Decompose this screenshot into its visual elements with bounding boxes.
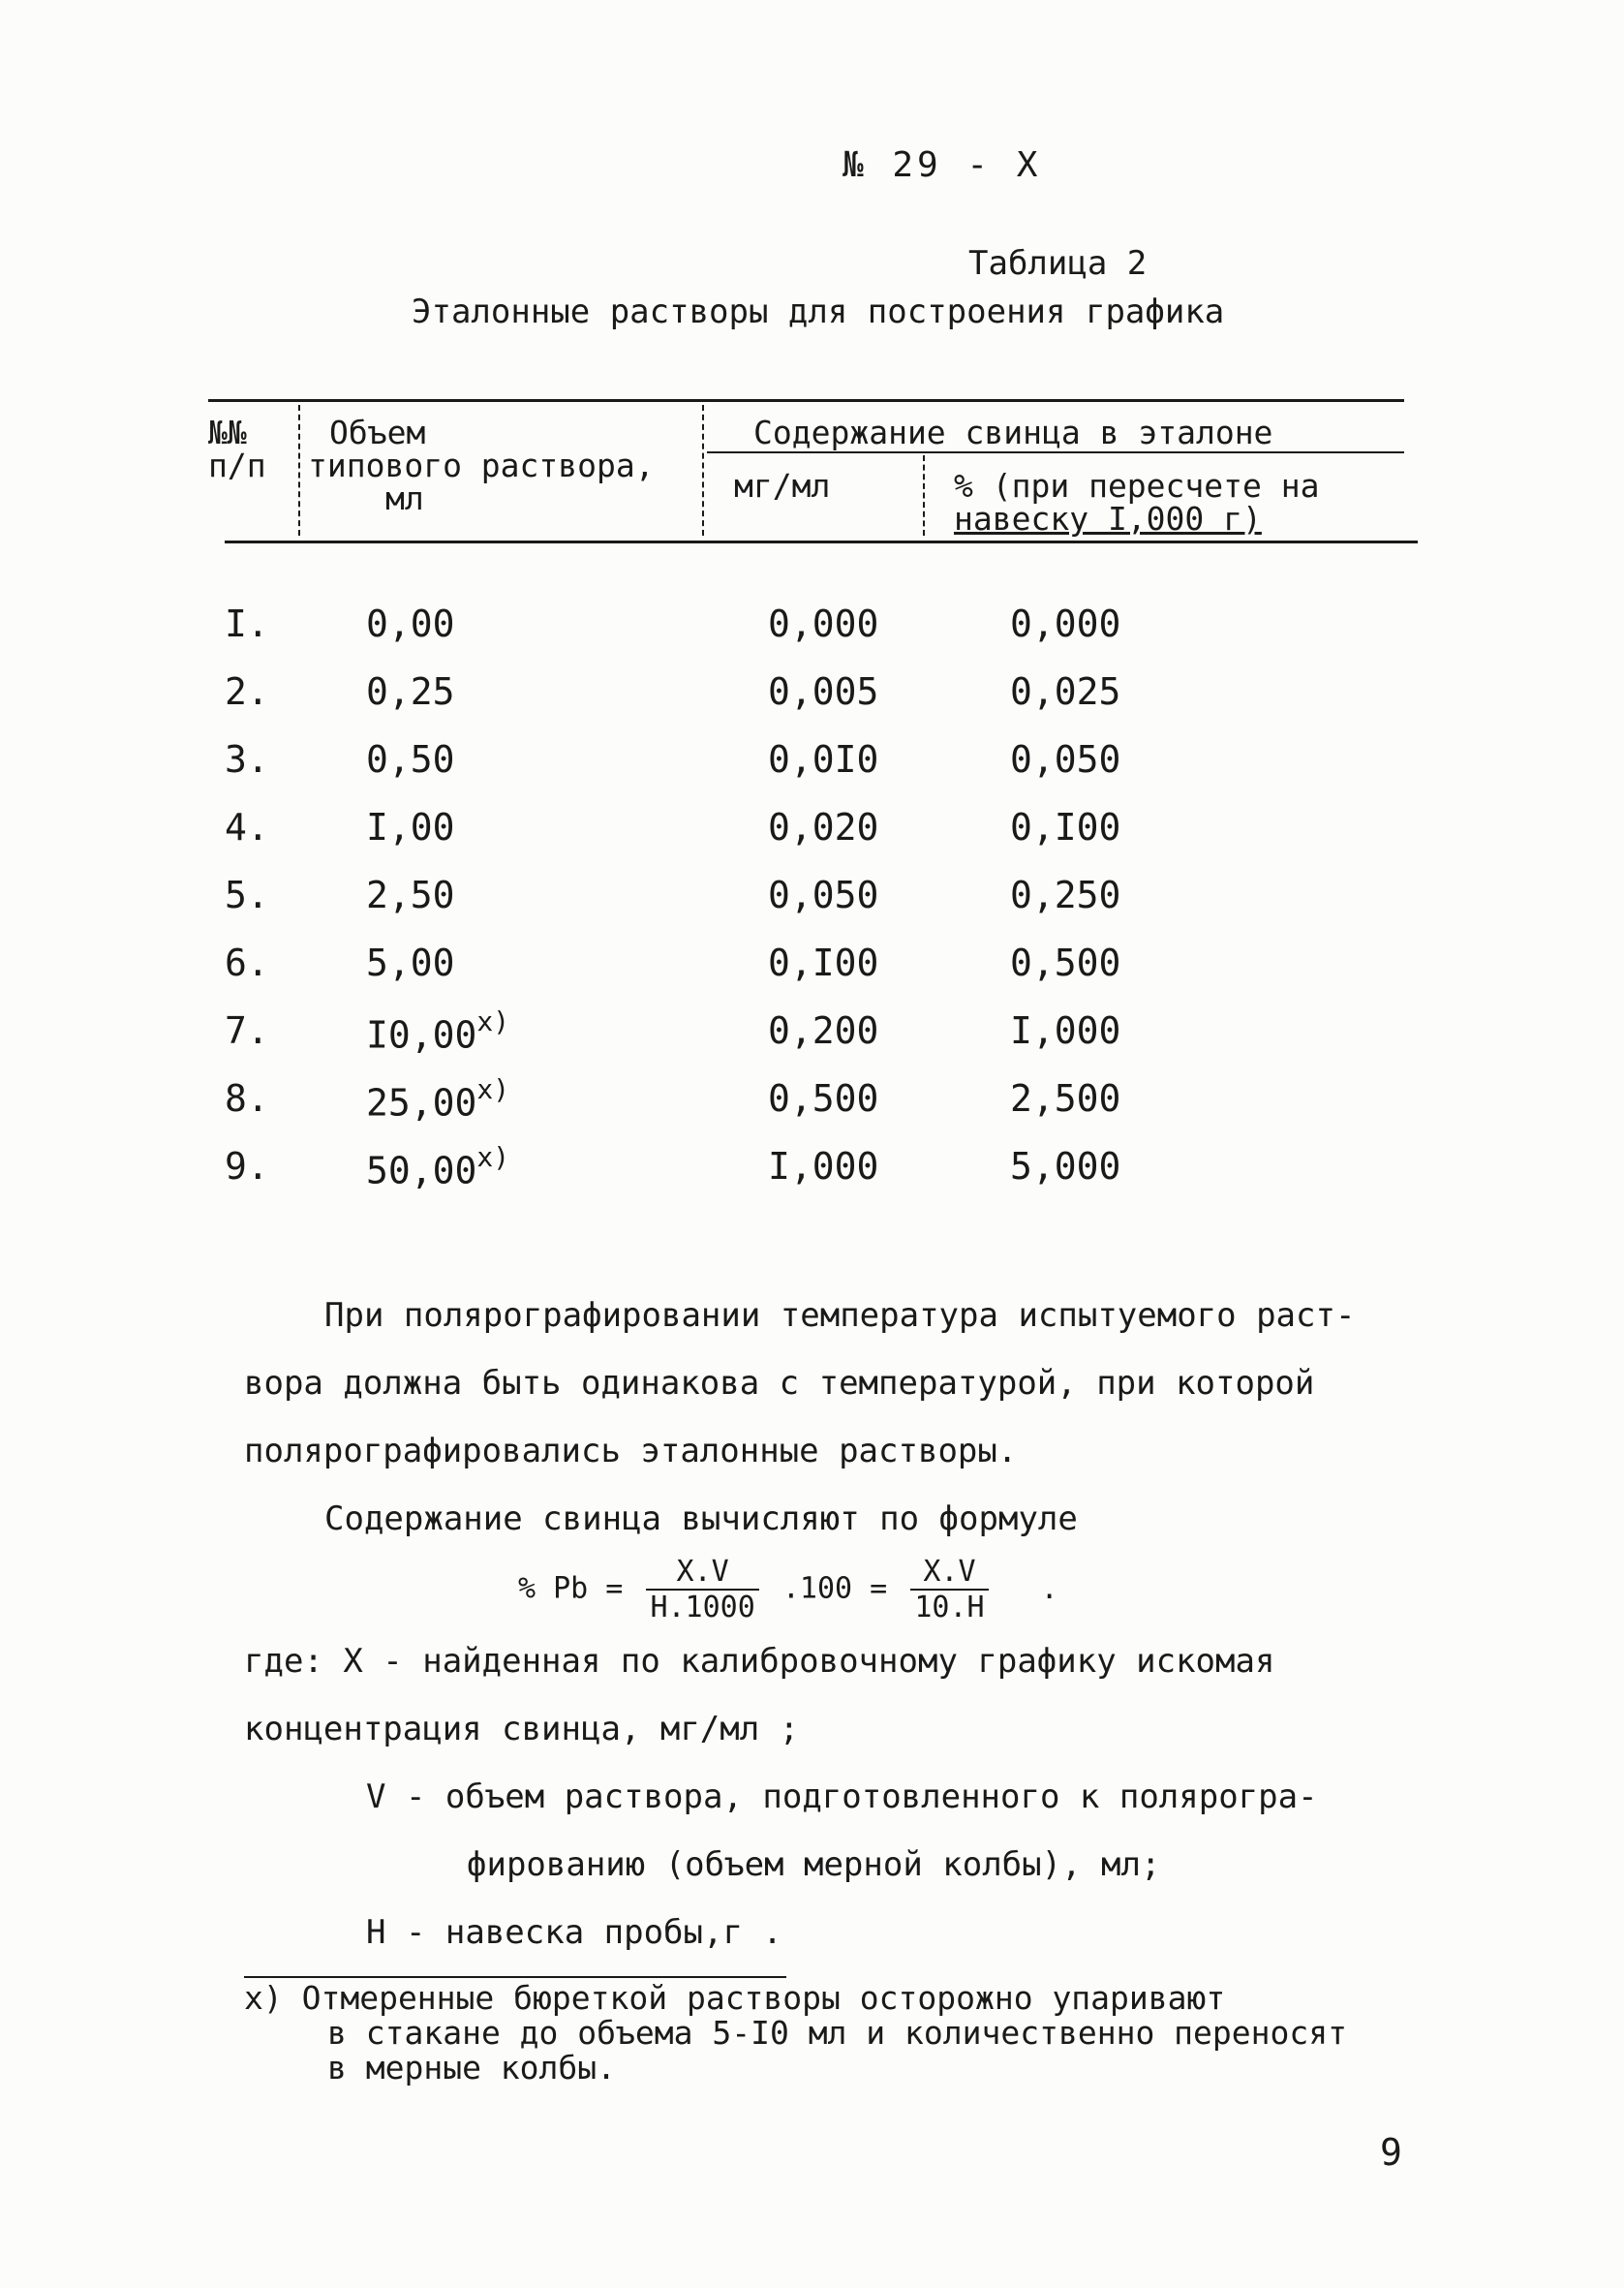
row-number: I. xyxy=(225,603,269,645)
row-percent: 0,250 xyxy=(1010,874,1121,916)
col-divider-3 xyxy=(923,455,925,536)
row-number: 3. xyxy=(225,738,269,781)
definition-v: V - объем раствора, подготовленного к полярогра- xyxy=(366,1778,1318,1816)
table-caption: Эталонные растворы для построения графика xyxy=(412,293,1225,331)
definition-h: Н - навеска пробы,г . xyxy=(366,1913,782,1952)
row-number: 2. xyxy=(225,670,269,713)
row-mg-per-ml: 0,050 xyxy=(768,874,879,916)
row-percent: 0,050 xyxy=(1010,738,1121,781)
row-mg-per-ml: 0,000 xyxy=(768,603,879,645)
content-group-header: Содержание свинца в эталоне xyxy=(753,414,1273,451)
row-volume: 2,50 xyxy=(366,874,455,916)
formula-fraction: $\frac{X.V}{10.H}$ xyxy=(910,1555,988,1624)
col-divider-1 xyxy=(298,405,300,536)
row-mg-per-ml: 0,0I0 xyxy=(768,738,879,781)
row-percent: 0,I00 xyxy=(1010,806,1121,849)
row-volume: 25,00$^{x)}$ xyxy=(366,1073,510,1125)
row-percent: 0,025 xyxy=(1010,670,1121,713)
row-percent: 0,500 xyxy=(1010,942,1121,984)
row-number: 5. xyxy=(225,874,269,916)
row-number: 8. xyxy=(225,1077,269,1120)
row-number: 9. xyxy=(225,1145,269,1188)
row-percent: 0,000 xyxy=(1010,603,1121,645)
col-number-header: №№ п/п xyxy=(208,414,266,484)
row-number: 4. xyxy=(225,806,269,849)
group-header-rule xyxy=(707,451,1404,453)
row-percent: 5,000 xyxy=(1010,1145,1121,1188)
lead-formula: % Pb = $\frac{X.V}{H.1000}$ .100 = $\frac{X.V}{10.H}$ . xyxy=(518,1555,1058,1624)
row-mg-per-ml: 0,I00 xyxy=(768,942,879,984)
row-percent: I,000 xyxy=(1010,1009,1121,1052)
footnote-rule xyxy=(244,1976,786,1978)
row-mg-per-ml: 0,005 xyxy=(768,670,879,713)
row-number: 6. xyxy=(225,942,269,984)
table-label: Таблица 2 xyxy=(968,244,1148,283)
row-mg-per-ml: I,000 xyxy=(768,1145,879,1188)
col-divider-2 xyxy=(702,405,704,536)
row-mg-per-ml: 0,500 xyxy=(768,1077,879,1120)
table-header-bottom-rule xyxy=(225,541,1418,543)
row-volume: 0,25 xyxy=(366,670,455,713)
row-volume: 0,00 xyxy=(366,603,455,645)
footnote-marker: x) xyxy=(476,1141,510,1173)
col-volume-header: Объем типового раствора, мл xyxy=(308,414,655,517)
row-volume: I,00 xyxy=(366,806,455,849)
paragraph-line: При полярографировании температура испытуемого раст- xyxy=(324,1296,1356,1335)
col-mgml-header: мг/мл xyxy=(734,467,831,505)
row-number: 7. xyxy=(225,1009,269,1052)
formula-fraction: $\frac{X.V}{H.1000}$ xyxy=(646,1555,758,1624)
paragraph-line: вора должна быть одинакова с температурой, при которой xyxy=(244,1364,1315,1403)
row-volume: 0,50 xyxy=(366,738,455,781)
document-number: № 29 - Х xyxy=(843,145,1042,185)
row-mg-per-ml: 0,020 xyxy=(768,806,879,849)
table-top-rule xyxy=(208,399,1404,402)
definition-v-cont: фированию (объем мерной колбы), мл; xyxy=(467,1845,1161,1884)
footnote-marker: x) xyxy=(476,1073,510,1105)
row-volume: 5,00 xyxy=(366,942,455,984)
page-number: 9 xyxy=(1380,2131,1402,2174)
paragraph-line: полярографировались эталонные растворы. xyxy=(244,1432,1018,1470)
formula-intro: Содержание свинца вычисляют по формуле xyxy=(324,1500,1078,1538)
row-volume: I0,00$^{x)}$ xyxy=(366,1005,510,1057)
definition-x-cont: концентрация свинца, мг/мл ; xyxy=(244,1710,800,1748)
row-volume: 50,00$^{x)}$ xyxy=(366,1141,510,1192)
row-mg-per-ml: 0,200 xyxy=(768,1009,879,1052)
definition-x: где: Х - найденная по калибровочному графику искомая xyxy=(244,1642,1275,1681)
footnote: х) Отмеренные бюреткой растворы осторожно упаривают в стакане до объема 5-I0 мл и количественно переносят в мерные колбы. xyxy=(244,1979,1347,2087)
col-percent-header: % (при пересчете на навеску I,000 г) xyxy=(954,467,1320,538)
row-percent: 2,500 xyxy=(1010,1077,1121,1120)
footnote-marker: x) xyxy=(476,1005,510,1037)
